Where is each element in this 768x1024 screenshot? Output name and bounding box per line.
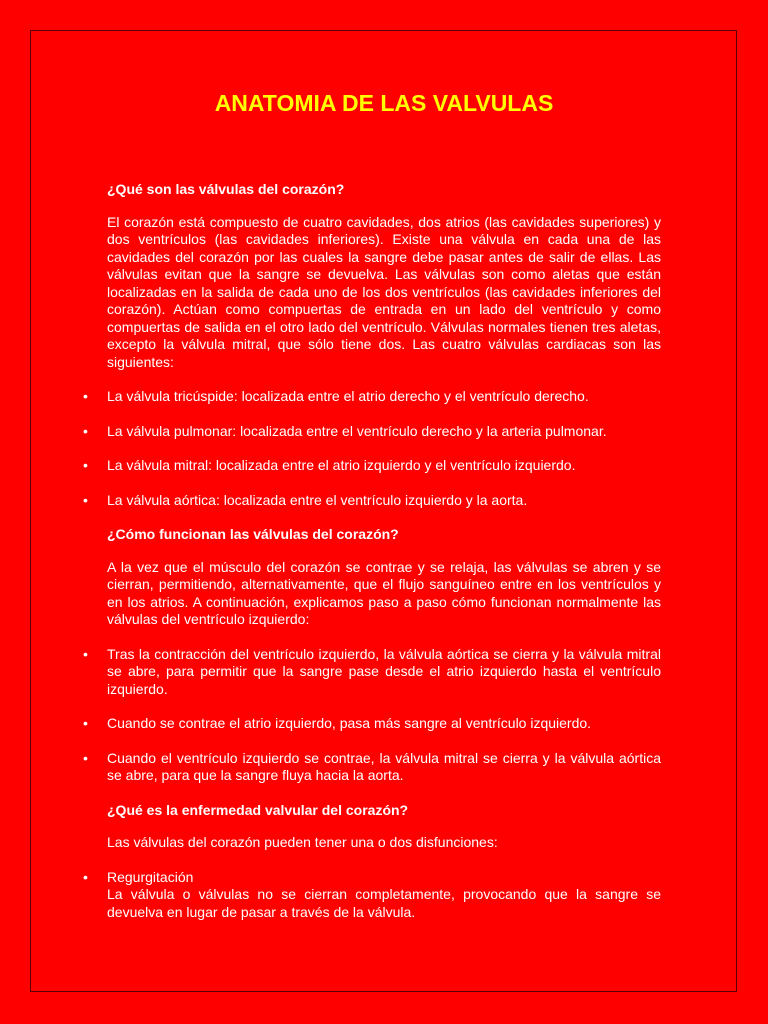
bullet-icon: • (83, 715, 88, 731)
list-item (83, 457, 661, 475)
paragraph-valves-function: A la vez que el músculo del corazón se contrae y se relaja, las válvulas se abren y se cierran, permitiendo, alternativamente, que el flujo sanguíneo entre en los ventrículos y en los atrios. A continuación, explicamos paso a paso cómo funcionan normalmente las válvulas del ventrículo izquierdo: (107, 558, 661, 627)
list-item-text: La válvula aórtica: localizada entre el ventrículo izquierdo y la aorta. (107, 491, 528, 508)
paragraph-valves-intro: El corazón está compuesto de cuatro cavidades, dos atrios (las cavidades superiores) y dos ventrículos (las cavidades inferiores). Existe una válvula en cada una de las cavidades del corazón por las cuales la sangre debe pasar antes de salir de ellas. Las válvulas evitan que la sangre se devuelva. Las válvulas son como aletas que están localizadas en la salida de cada uno de los dos ventrículos (las cavidades inferiores del corazón). Actúan como compuertas de entrada en un lado del ventrículo y como compuertas de salida en el otro lado del ventrículo. Válvulas normales tienen tres aletas, excepto la válvula mitral, que sólo tiene dos. Las cuatro válvulas cardiacas son las siguientes: (107, 213, 661, 370)
bullet-icon: • (83, 422, 88, 439)
bullet-icon: • (83, 491, 88, 508)
list-item-text: La válvula tricúspide: localizada entre el atrio derecho y el ventrículo derecho. (107, 388, 589, 404)
list-item-text: Cuando el ventrículo izquierdo se contrae, la válvula mitral se cierra y la válvula aórtica se abre, para que la sangre fluya hacia la aorta. (107, 749, 661, 783)
section-heading-valve-disease: ¿Qué es la enfermedad valvular del corazón? (107, 801, 409, 818)
list-item-text: Tras la contracción del ventrículo izquierdo, la válvula aórtica se cierra y la válvula mitral se abre, para permitir que la sangre pase desde el atrio izquierdo hasta el ventrículo izquierdo. (107, 645, 661, 697)
list-item (83, 388, 661, 406)
list-item (83, 868, 661, 922)
section-heading-what-are-valves: ¿Qué son las válvulas del corazón? (107, 181, 345, 197)
section-heading-how-valves-work: ¿Cómo funcionan las válvulas del corazón? (107, 526, 399, 542)
bullet-icon: • (83, 457, 88, 473)
list-item (83, 715, 661, 733)
bullet-icon: • (83, 868, 88, 885)
list-item-text: Cuando se contrae el atrio izquierdo, pasa más sangre al ventrículo izquierdo. (107, 715, 592, 731)
list-item (83, 645, 661, 699)
list-item-text: La válvula o válvulas no se cierran completamente, provocando que la sangre se devuelva en lugar de pasar a través de la válvula. (107, 886, 661, 920)
list-item-text: La válvula pulmonar: localizada entre el ventrículo derecho y la arteria pulmonar. (107, 422, 607, 439)
document-title: ANATOMIA DE LAS VALVULAS (214, 90, 554, 116)
bullet-icon: • (83, 645, 88, 662)
paragraph-valve-dysfunctions: Las válvulas del corazón pueden tener una o dos disfunciones: (107, 834, 498, 850)
document-body (83, 181, 661, 921)
list-item (83, 491, 661, 510)
list-item-text: La válvula mitral: localizada entre el atrio izquierdo y el ventrículo izquierdo. (107, 457, 576, 473)
list-item (83, 422, 661, 441)
list-item-term: Regurgitación (107, 868, 194, 885)
bullet-icon: • (83, 749, 88, 766)
bullet-icon: • (83, 388, 88, 404)
list-item (83, 749, 661, 785)
